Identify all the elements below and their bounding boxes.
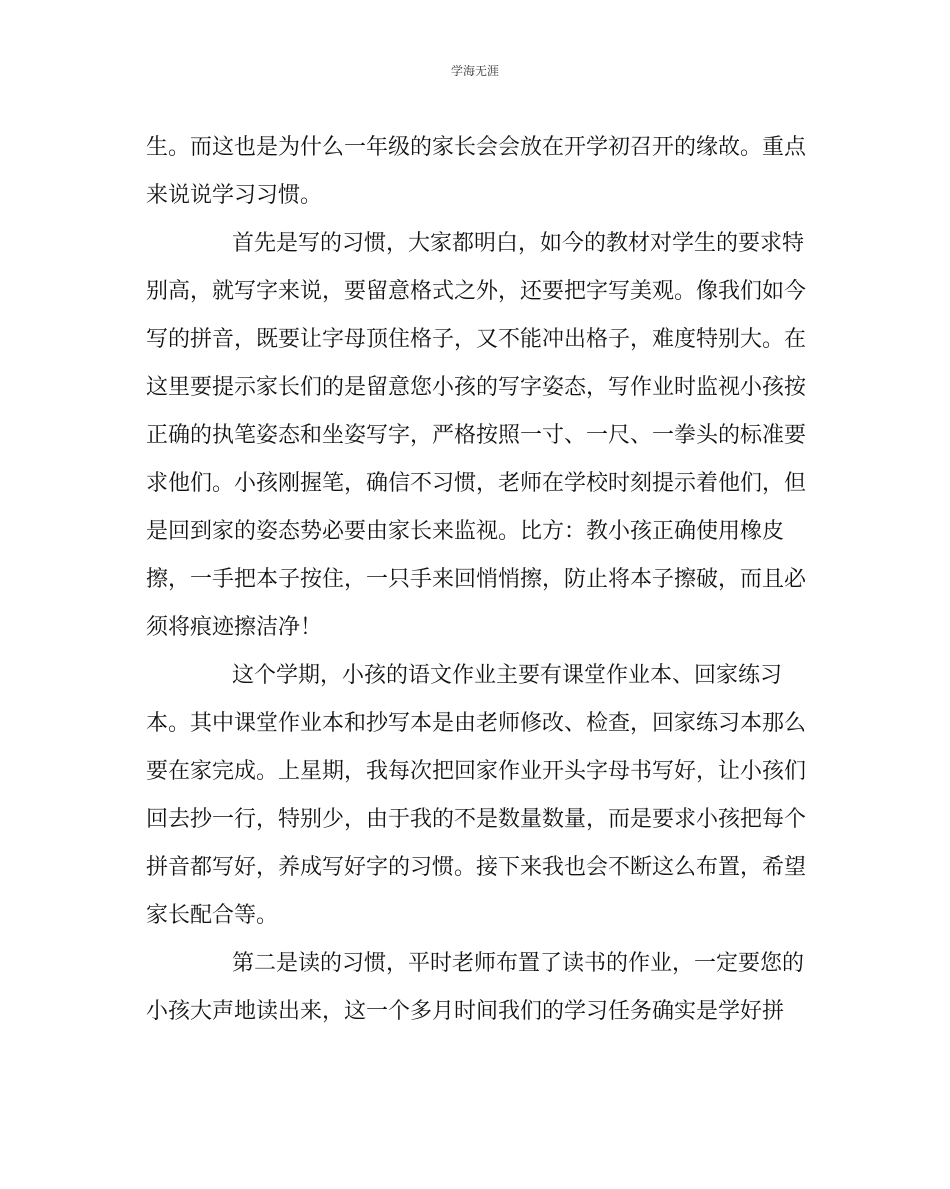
- page-header: 学海无涯: [450, 64, 499, 78]
- document-body: [146, 124, 806, 1036]
- text-line: 小孩大声地读出来，这一个多月时间我们的学习任务确实是学好拼: [146, 999, 785, 1024]
- text-line: 回去抄一行，特别少，由于我的不是数量数量，而是要求小孩把每个: [146, 807, 807, 832]
- text-line: 正确的执笔姿态和坐姿写字，严格按照一寸、一尺、一拳头的标准要: [146, 423, 807, 448]
- text-line: 来说说学习习惯。: [146, 183, 323, 208]
- text-line: 须将痕迹擦洁净！: [146, 615, 323, 640]
- text-line: 别高，就写字来说，要留意格式之外，还要把字写美观。像我们如今: [146, 279, 807, 304]
- paragraph-first-line: 这个学期，小孩的语文作业主要有课堂作业本、回家练习: [232, 663, 783, 688]
- text-line: 是回到家的姿态势必要由家长来监视。比方：教小孩正确使用橡皮: [146, 519, 785, 544]
- text-line: 擦，一手把本子按住，一只手来回悄悄擦，防止将本子擦破，而且必: [146, 567, 807, 592]
- text-line: 要在家完成。上星期，我每次把回家作业开头字母书写好，让小孩们: [146, 759, 807, 784]
- text-line: 本。其中课堂作业本和抄写本是由老师修改、检查，回家练习本那么: [146, 711, 807, 736]
- paragraph-first-line: 第二是读的习惯，平时老师布置了读书的作业，一定要您的: [232, 951, 805, 976]
- text-line: 这里要提示家长们的是留意您小孩的写字姿态，写作业时监视小孩按: [146, 375, 807, 400]
- text-line: 拼音都写好，养成写好字的习惯。接下来我也会不断这么布置，希望: [146, 855, 807, 880]
- text-line: 写的拼音，既要让字母顶住格子，又不能冲出格子，难度特别大。在: [146, 327, 807, 352]
- paragraph-first-line: 首先是写的习惯，大家都明白，如今的教材对学生的要求特: [232, 231, 805, 256]
- text-line: 求他们。小孩刚握笔，确信不习惯，老师在学校时刻提示着他们，但: [146, 471, 807, 496]
- text-line: 家长配合等。: [146, 903, 279, 928]
- text-line: 生。而这也是为什么一年级的家长会会放在开学初召开的缘故。重点: [146, 135, 807, 160]
